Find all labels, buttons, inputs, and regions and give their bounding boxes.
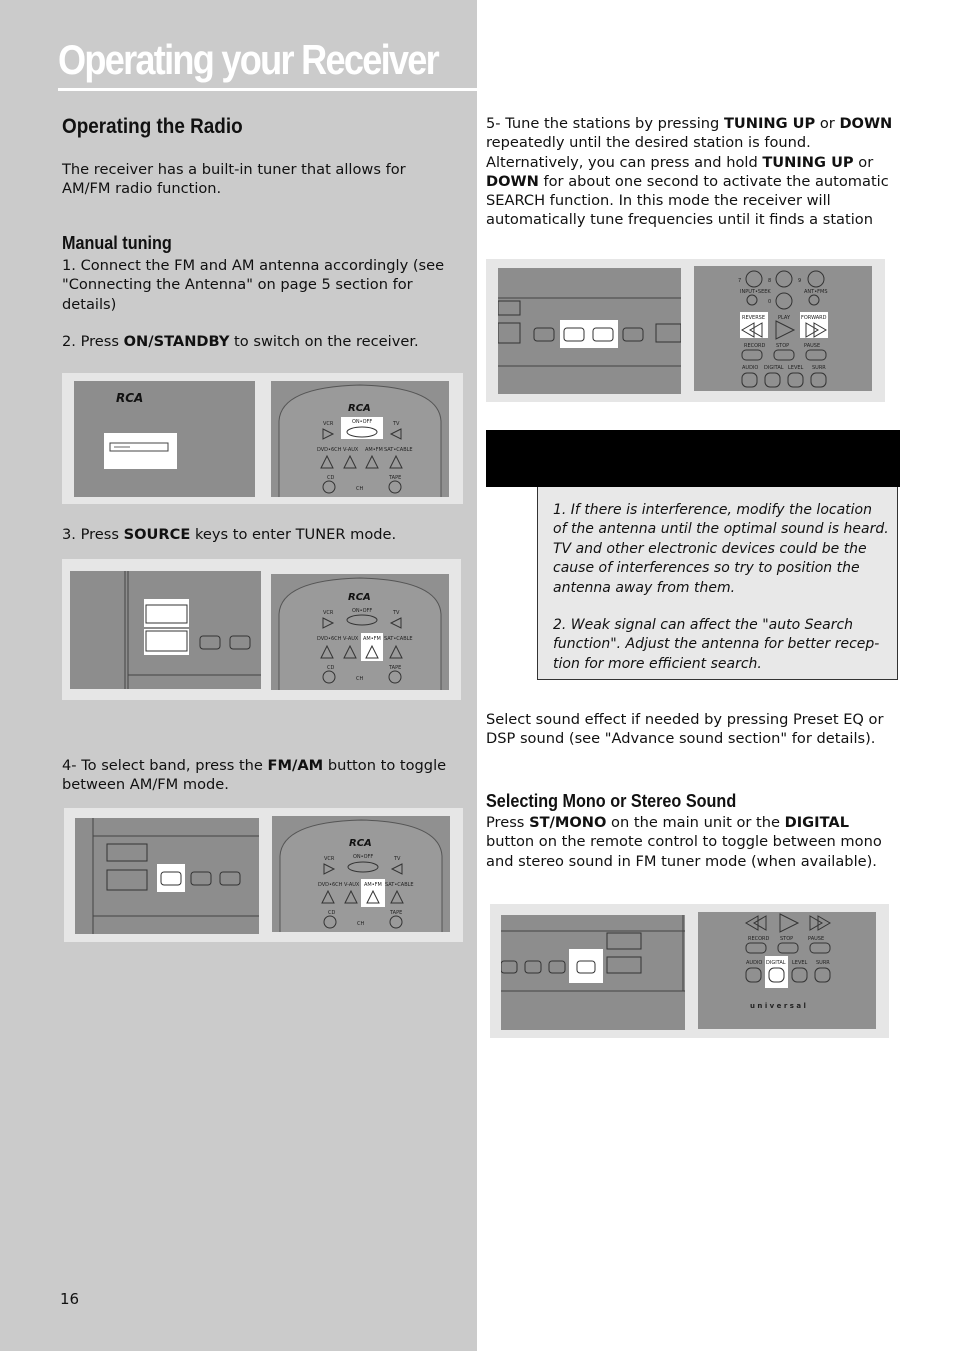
svg-text:9: 9: [798, 278, 802, 284]
svg-text:TV: TV: [393, 421, 400, 427]
figure-tuning: [486, 259, 885, 402]
figure-fm-am: [64, 808, 463, 942]
svg-text:VCR: VCR: [323, 421, 334, 427]
receiver-panel: [70, 571, 261, 689]
svg-text:VCR: VCR: [323, 610, 334, 616]
svg-text:DVD•6CH: DVD•6CH: [318, 882, 343, 888]
svg-text:AUDIO: AUDIO: [742, 365, 759, 371]
intro-paragraph: The receiver has a built-in tuner that allows for AM/FM radio function.: [62, 161, 406, 198]
receiver-panel: [501, 915, 685, 1030]
rca-logo: RCA: [116, 391, 144, 405]
page-number: 16: [60, 1290, 80, 1308]
receiver-panel: [498, 268, 681, 394]
remote-control: [694, 266, 872, 391]
sound-effect-paragraph: Select sound effect if needed by pressing Preset EQ or DSP sound (see "Advance sound section" for details).: [486, 711, 884, 748]
svg-text:FORWARD: FORWARD: [801, 315, 827, 321]
figure-mono-stereo: [490, 904, 889, 1038]
svg-text:LEVEL: LEVEL: [792, 960, 808, 966]
svg-text:CD: CD: [328, 910, 336, 916]
remote-control: [271, 574, 449, 690]
svg-text:ON•OFF: ON•OFF: [352, 608, 373, 614]
svg-text:STOP: STOP: [780, 936, 794, 942]
figure-power: [62, 373, 463, 504]
svg-text:7: 7: [738, 278, 742, 284]
svg-text:TAPE: TAPE: [389, 475, 402, 481]
svg-text:TAPE: TAPE: [389, 665, 402, 671]
svg-text:CH: CH: [356, 486, 364, 492]
svg-text:SAT•CABLE: SAT•CABLE: [384, 447, 413, 453]
svg-text:CH: CH: [357, 921, 365, 927]
receiver-panel: [75, 818, 259, 934]
svg-text:STOP: STOP: [776, 343, 790, 349]
svg-text:PAUSE: PAUSE: [808, 936, 825, 942]
svg-text:RCA: RCA: [348, 592, 371, 603]
note-header-bar: [486, 430, 900, 487]
mono-stereo-paragraph: Press ST/MONO on the main unit or the DIGITAL button on the remote control to toggle between mono and stereo sound in FM tuner mode (when available).: [486, 814, 882, 870]
mono-stereo-heading: Selecting Mono or Stereo Sound: [486, 791, 737, 811]
svg-text:INPUT•SEEK: INPUT•SEEK: [740, 289, 771, 295]
svg-text:AM•FM: AM•FM: [364, 882, 382, 888]
svg-text:DVD•6CH: DVD•6CH: [317, 447, 342, 453]
svg-text:DVD•6CH: DVD•6CH: [317, 636, 342, 642]
svg-text:SURR: SURR: [812, 365, 826, 371]
svg-text:ON•OFF: ON•OFF: [353, 854, 374, 860]
svg-text:SAT•CABLE: SAT•CABLE: [384, 636, 413, 642]
svg-text:PLAY: PLAY: [778, 315, 791, 321]
svg-text:VCR: VCR: [324, 856, 335, 862]
receiver-panel: [74, 381, 255, 497]
svg-text:SAT•CABLE: SAT•CABLE: [385, 882, 414, 888]
step-4: 4- To select band, press the FM/AM button to toggle between AM/FM mode.: [62, 757, 447, 794]
svg-text:REVERSE: REVERSE: [742, 315, 766, 321]
svg-text:CD: CD: [327, 665, 335, 671]
svg-text:AM•FM: AM•FM: [363, 636, 381, 642]
svg-text:RECORD: RECORD: [748, 936, 770, 942]
svg-text:CH: CH: [356, 676, 364, 682]
svg-text:AM•FM: AM•FM: [365, 447, 383, 453]
section-heading: Operating the Radio: [62, 115, 243, 138]
svg-text:V-AUX: V-AUX: [343, 636, 359, 642]
remote-control: [698, 912, 876, 1029]
page-title: Operating your Receiver: [58, 36, 438, 83]
figure-source: [62, 559, 461, 700]
svg-text:u n i v e r s a l: u n i v e r s a l: [750, 1002, 806, 1010]
svg-text:8: 8: [768, 278, 772, 284]
note-2: 2. Weak signal can affect the "auto Search function". Adjust the antenna for better recep- tion for more efficient search.: [553, 617, 880, 672]
svg-text:LEVEL: LEVEL: [788, 365, 804, 371]
svg-text:TV: TV: [394, 856, 401, 862]
note-1: 1. If there is interference, modify the location of the antenna until the optimal sound is heard. TV and other electronic devices could be the cause of interferences so try to position the antenna away from them.: [553, 502, 889, 596]
svg-text:ANT•FMS: ANT•FMS: [804, 289, 828, 295]
svg-text:0: 0: [768, 299, 772, 305]
step-5: 5- Tune the stations by pressing TUNING UP or DOWN repeatedly until the desired station is found. Alternatively, you can press and hold TUNING UP or DOWN for about one second to activate the automatic SEARCH function. In this mode the receiver will automatically tune frequencies until it finds a station: [486, 115, 893, 229]
step-1: 1. Connect the FM and AM antenna accordingly (see "Connecting the Antenna" on page 5 section for details): [62, 257, 445, 313]
svg-text:DIGITAL: DIGITAL: [766, 960, 786, 966]
svg-text:DIGITAL: DIGITAL: [764, 365, 784, 371]
svg-text:PAUSE: PAUSE: [804, 343, 821, 349]
svg-text:RECORD: RECORD: [744, 343, 766, 349]
remote-control: [271, 381, 449, 497]
step-3: 3. Press SOURCE keys to enter TUNER mode.: [62, 526, 397, 543]
svg-text:V-AUX: V-AUX: [343, 447, 359, 453]
svg-text:TAPE: TAPE: [390, 910, 403, 916]
svg-text:V-AUX: V-AUX: [344, 882, 360, 888]
manual-tuning-heading: Manual tuning: [62, 233, 172, 253]
title-rule: [58, 88, 478, 91]
remote-control: [272, 816, 450, 932]
svg-text:TV: TV: [393, 610, 400, 616]
svg-text:CD: CD: [327, 475, 335, 481]
note-box: [537, 487, 898, 680]
svg-text:RCA: RCA: [349, 838, 372, 849]
step-2: 2. Press ON/STANDBY to switch on the receiver.: [62, 333, 419, 350]
svg-text:ON•OFF: ON•OFF: [352, 419, 373, 425]
svg-text:RCA: RCA: [348, 403, 371, 414]
svg-text:SURR: SURR: [816, 960, 830, 966]
svg-text:AUDIO: AUDIO: [746, 960, 763, 966]
